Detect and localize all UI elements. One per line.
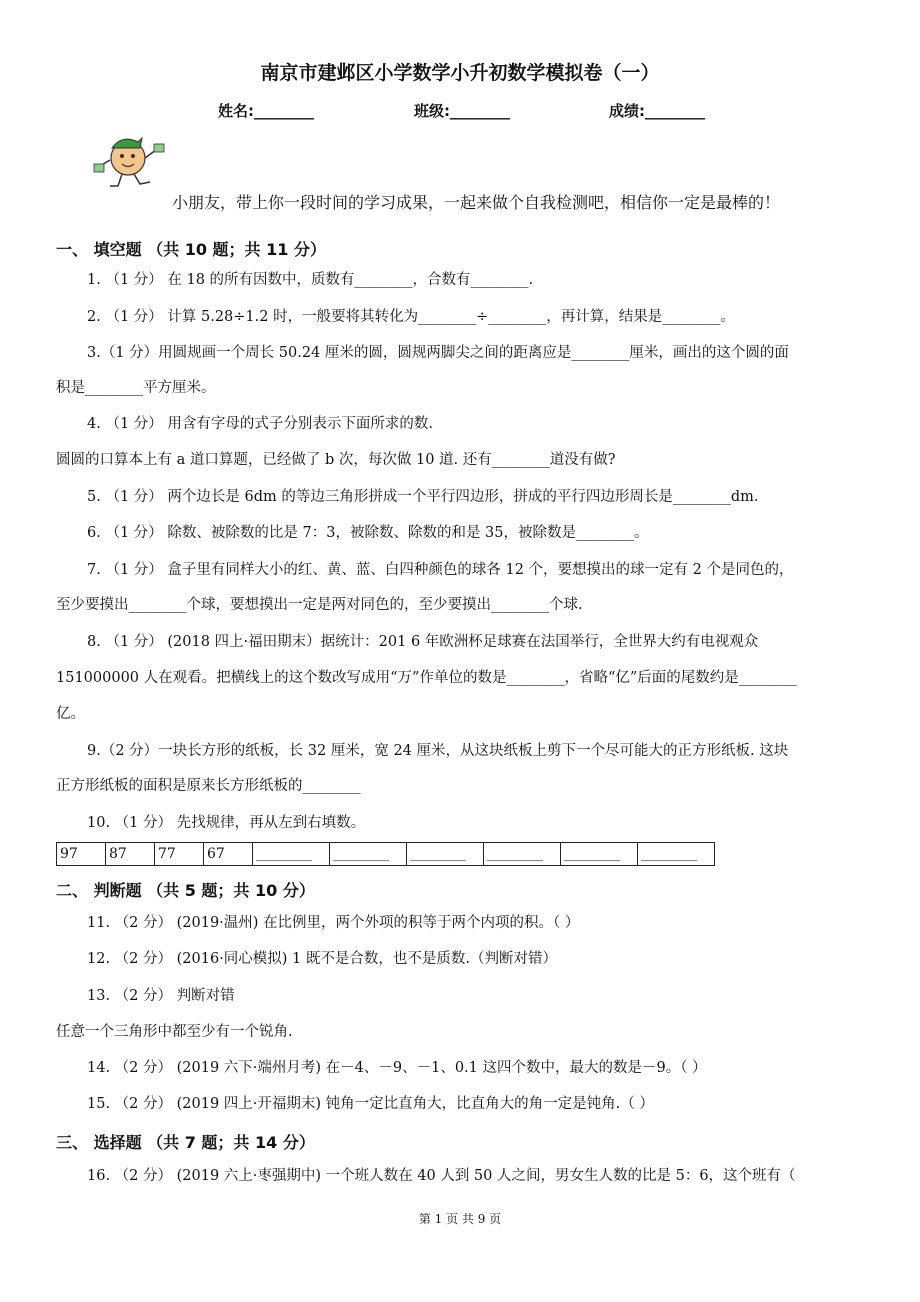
question-5: 5. （1 分） 两个边长是 6dm 的等边三角形拼成一个平行四边形，拼成的平行四边形周长是________dm. — [87, 489, 759, 505]
question-11: 11. （2 分） (2019·温州) 在比例里，两个外项的积等于两个内项的积。（ ） — [87, 915, 580, 931]
section-heading-multiple-choice: 三、 选择题 （共 7 题；共 14 分） — [56, 1133, 315, 1152]
question-4-line-2: 圆圆的口算本上有 a 道口算题，已经做了 b 次，每次做 10 道. 还有________道没有做? — [56, 452, 616, 468]
question-13-line-1: 13. （2 分） 判断对错 — [87, 988, 235, 1004]
question-6: 6. （1 分） 除数、被除数的比是 7：3，被除数、除数的和是 35，被除数是________。 — [87, 525, 649, 541]
sequence-blank-cell[interactable]: ________ — [561, 843, 638, 866]
question-8-line-3: 亿。 — [56, 706, 85, 722]
question-14: 14. （2 分） (2019 六下·端州月考) 在－4、－9、－1、0.1 这四个数中，最大的数是－9。（ ） — [87, 1060, 707, 1076]
section-heading-fill-blank: 一、 填空题 （共 10 题；共 11 分） — [56, 240, 326, 259]
sequence-cell: 67 — [204, 843, 253, 866]
sequence-cell: 97 — [57, 843, 106, 866]
sequence-blank-cell[interactable]: ________ — [253, 843, 330, 866]
sequence-blank-cell[interactable]: ________ — [330, 843, 407, 866]
question-7-line-1: 7. （1 分） 盒子里有同样大小的红、黄、蓝、白四种颜色的球各 12 个，要想摸出的球一定有 2 个是同色的， — [87, 562, 794, 578]
question-9-line-2: 正方形纸板的面积是原来长方形纸板的________ — [56, 778, 361, 794]
question-9-line-1: 9.（2 分）一块长方形的纸板，长 32 厘米，宽 24 厘米，从这块纸板上剪下一个尽可能大的正方形纸板. 这块 — [87, 743, 789, 759]
sequence-cell: 77 — [155, 843, 204, 866]
section-heading-true-false: 二、 判断题 （共 5 题；共 10 分） — [56, 881, 315, 900]
page-title: 南京市建邺区小学数学小升初数学模拟卷（一） — [260, 62, 660, 84]
sequence-blank-cell[interactable]: ________ — [638, 843, 715, 866]
sequence-cell: 87 — [106, 843, 155, 866]
mascot-illustration — [92, 128, 168, 192]
question-8-line-2: 151000000 人在观看。把横线上的这个数改写成用“万”作单位的数是________，省略“亿”后面的尾数约是________ — [56, 670, 797, 686]
question-13-line-2: 任意一个三角形中都至少有一个锐角. — [56, 1024, 293, 1040]
question-3-line-1: 3.（1 分）用圆规画一个周长 50.24 厘米的圆，圆规两脚尖之间的距离应是________厘米，画出的这个圆的面 — [87, 345, 789, 361]
sequence-blank-cell[interactable]: ________ — [407, 843, 484, 866]
sequence-table — [56, 842, 715, 866]
name-field: 姓名:________ — [218, 102, 314, 120]
question-8-line-1: 8. （1 分） (2018 四上·福田期末）据统计：201 6 年欧洲杯足球赛在法国举行，全世界大约有电视观众 — [87, 634, 759, 650]
motto-text: 小朋友，带上你一段时间的学习成果，一起来做个自我检测吧，相信你一定是最棒的！ — [172, 193, 781, 212]
question-4-line-1: 4. （1 分） 用含有字母的式子分别表示下面所求的数. — [87, 416, 433, 432]
question-2: 2. （1 分） 计算 5.28÷1.2 时，一般要将其转化为________÷________，再计算，结果是________。 — [87, 309, 735, 325]
question-1: 1. （1 分） 在 18 的所有因数中，质数有________，合数有________. — [87, 272, 534, 288]
page-footer: 第 1 页 共 9 页 — [418, 1212, 502, 1226]
question-7-line-2: 至少要摸出________个球，要想摸出一定是两对同色的，至少要摸出________个球. — [56, 597, 583, 613]
question-10: 10. （1 分） 先找规律，再从左到右填数。 — [87, 815, 366, 831]
score-field: 成绩:________ — [609, 102, 705, 120]
class-field: 班级:________ — [414, 102, 510, 120]
question-3-line-2: 积是________平方厘米。 — [56, 380, 216, 396]
sequence-row — [57, 843, 715, 866]
question-16: 16. （2 分） (2019 六上·枣强期中) 一个班人数在 40 人到 50 人之间，男女生人数的比是 5：6，这个班有（ — [87, 1168, 796, 1184]
sequence-blank-cell[interactable]: ________ — [484, 843, 561, 866]
question-15: 15. （2 分） (2019 四上·开福期末) 钝角一定比直角大，比直角大的角一定是钝角.（ ） — [87, 1096, 654, 1112]
question-12: 12. （2 分） (2016·同心模拟) 1 既不是合数，也不是质数.（判断对错） — [87, 951, 557, 967]
